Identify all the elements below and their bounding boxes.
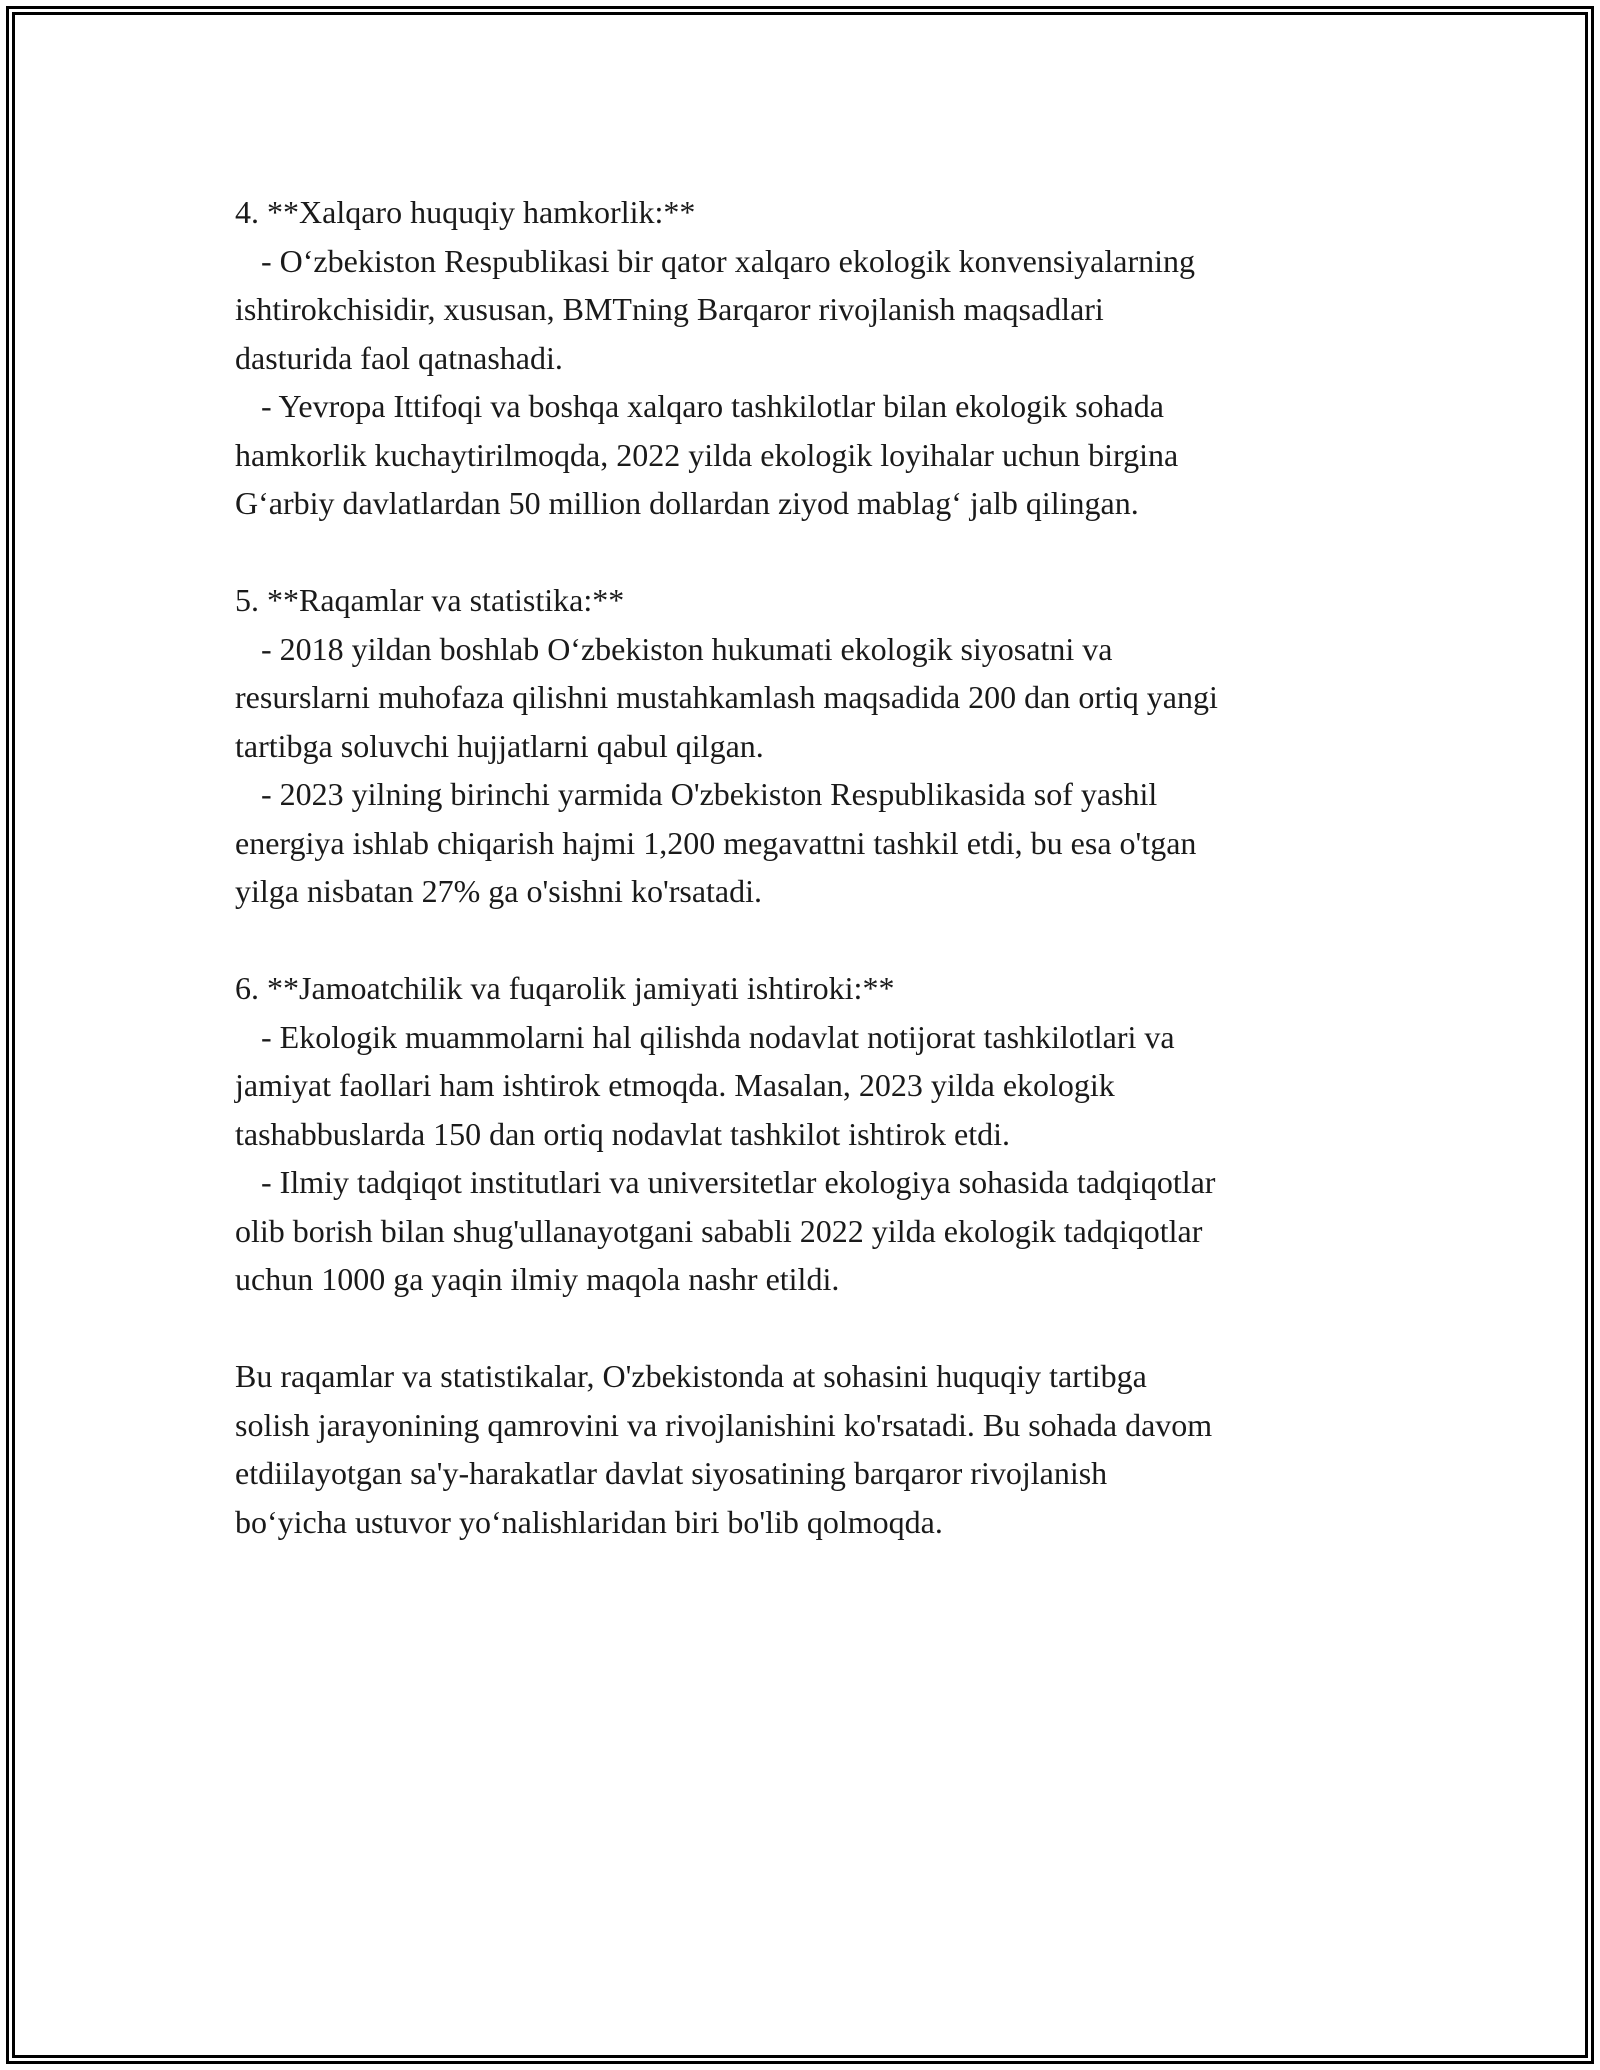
section-heading: 5. **Raqamlar va statistika:** [235, 582, 625, 618]
bullet-line: Gʻarbiy davlatlardan 50 million dollardan ziyod mablagʻ jalb qilingan. [235, 485, 1139, 521]
bullet-line: - 2018 yildan boshlab Oʻzbekiston hukumati ekologik siyosatni va [261, 630, 1113, 667]
bullet-line: energiya ishlab chiqarish hajmi 1,200 megavattni tashkil etdi, bu esa o'tgan [235, 824, 1197, 861]
section-international-cooperation [235, 188, 1395, 528]
section-public-participation [235, 964, 1395, 1304]
section-heading: 4. **Xalqaro huquqiy hamkorlik:** [235, 194, 696, 230]
conclusion-line: Bu raqamlar va statistikalar, O'zbekistonda at sohasini huquqiy tartibga [235, 1358, 1147, 1394]
bullet-line: olib borish bilan shug'ullanayotgani sababli 2022 yilda ekologik tadqiqotlar [235, 1212, 1203, 1249]
conclusion-line: solish jarayonining qamrovini va rivojlanishini ko'rsatadi. Bu sohada davom [235, 1406, 1213, 1443]
bullet-line: ishtirokchisidir, xususan, BMTning Barqaror rivojlanish maqsadlari [235, 291, 1104, 327]
bullet-line: - Oʻzbekiston Respublikasi bir qator xalqaro ekologik konvensiyalarning [261, 242, 1196, 279]
bullet-line: hamkorlik kuchaytirilmoqda, 2022 yilda ekologik loyihalar uchun birgina [235, 436, 1179, 473]
conclusion-paragraph [235, 1352, 1395, 1546]
bullet-line: - Ekologik muammolarni hal qilishda nodavlat notijorat tashkilotlari va [261, 1018, 1175, 1055]
document-page [235, 188, 1395, 1595]
bullet-line: - Yevropa Ittifoqi va boshqa xalqaro tashkilotlar bilan ekologik sohada [261, 388, 1164, 424]
bullet-line: - Ilmiy tadqiqot institutlari va universitetlar ekologiya sohasida tadqiqotlar [261, 1164, 1216, 1200]
section-heading: 6. **Jamoatchilik va fuqarolik jamiyati ishtiroki:** [235, 970, 895, 1006]
bullet-line: tartibga soluvchi hujjatlarni qabul qilgan. [235, 727, 764, 764]
bullet-line: dasturida faol qatnashadi. [235, 339, 563, 376]
bullet-line: yilga nisbatan 27% ga o'sishni ko'rsatadi. [235, 873, 762, 909]
bullet-line: tashabbuslarda 150 dan ortiq nodavlat tashkilot ishtirok etdi. [235, 1115, 1010, 1152]
bullet-line: jamiyat faollari ham ishtirok etmoqda. Masalan, 2023 yilda ekologik [235, 1067, 1115, 1103]
section-numbers-statistics [235, 576, 1395, 916]
bullet-line: uchun 1000 ga yaqin ilmiy maqola nashr etildi. [235, 1261, 840, 1297]
bullet-line: - 2023 yilning birinchi yarmida O'zbekiston Respublikasida sof yashil [261, 776, 1158, 812]
conclusion-line: boʻyicha ustuvor yoʻnalishlaridan biri bo'lib qolmoqda. [235, 1503, 943, 1540]
conclusion-line: etdiilayotgan sa'y-harakatlar davlat siyosatining barqaror rivojlanish [235, 1455, 1108, 1491]
bullet-line: resurslarni muhofaza qilishni mustahkamlash maqsadida 200 dan ortiq yangi [235, 679, 1218, 715]
